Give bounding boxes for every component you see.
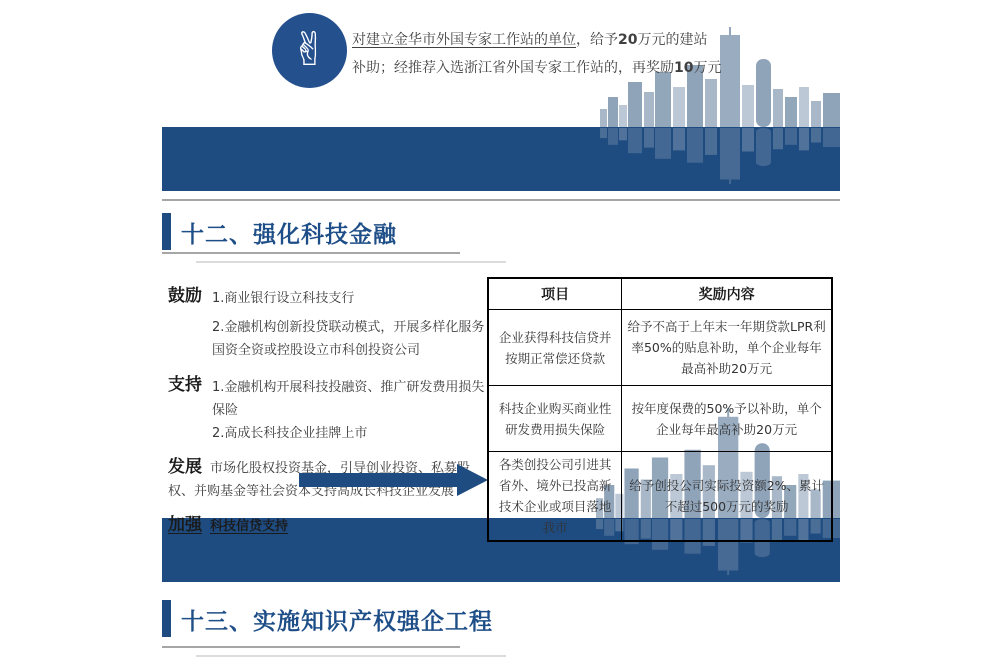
measure-line: 1.商业银行设立科技支行	[212, 291, 355, 306]
measure-row-support	[168, 373, 488, 445]
cell-project: 企业获得科技信贷并按期正常偿还贷款	[488, 310, 622, 386]
section-12-title: 十二、强化科技金融	[181, 222, 397, 248]
measures-panel	[168, 284, 488, 549]
intro-text	[352, 26, 722, 82]
cell-reward: 给予不高于上年末一年期贷款LPR利率50%的贴息补助，单个企业每年最高补助20万元	[622, 310, 832, 386]
measure-line: 1.金融机构开展科技投融资、推广研发费用损失保险	[212, 380, 485, 418]
table-row	[488, 452, 832, 542]
measure-row-strengthen	[168, 514, 488, 538]
section-13-underline-light	[196, 655, 506, 657]
measure-line: 2.高成长科技企业挂牌上市	[212, 426, 368, 441]
divider-under-band-top	[162, 199, 840, 201]
intro-underlined-clause: 对建立金华市外国专家工作站的单位	[352, 32, 576, 48]
reward-table	[487, 277, 833, 542]
section-13-underline	[162, 646, 460, 648]
reward-amount-10: 10	[674, 60, 694, 76]
victory-hand-glyph: ✌	[290, 21, 329, 76]
cell-project: 科技企业购买商业性研发费用损失保险	[488, 386, 622, 452]
cell-reward: 按年度保费的50%予以补助，单个企业每年最高补助20万元	[622, 386, 832, 452]
measure-line: 国资全资或控股设立市科创投资公司	[212, 343, 421, 358]
cell-project: 各类创投公司引进其省外、境外已投高新技术企业或项目落地我市	[488, 452, 622, 542]
city-skyline-top-reflection	[600, 128, 840, 184]
victory-hand-icon	[272, 13, 347, 88]
measure-row-encourage	[168, 284, 488, 362]
right-arrow	[299, 464, 488, 496]
table-row	[488, 386, 832, 452]
measure-label: 支持	[168, 375, 202, 395]
header-reward: 奖励内容	[622, 278, 832, 310]
intro-line-1: 对建立金华市外国专家工作站的单位，给予20万元的建站	[352, 32, 708, 48]
credit-support-text: 科技信贷支持	[210, 519, 289, 534]
table-header-row	[488, 278, 832, 310]
section-13-accent-bar	[162, 600, 171, 637]
measure-label: 鼓励	[168, 286, 202, 306]
measure-label: 加强	[168, 515, 202, 535]
subsidy-amount-20: 20	[618, 32, 638, 48]
header-project: 项目	[488, 278, 622, 310]
section-13-title: 十三、实施知识产权强企工程	[181, 609, 493, 635]
measure-text: 市场化股权投资基金，引导创业投资、私募股权、并购基金等社会资本支持高成长科技企业发展	[168, 461, 471, 499]
section-12-accent-bar	[162, 213, 171, 250]
measure-label: 发展	[168, 457, 202, 477]
table-row	[488, 310, 832, 386]
section-12-underline-light	[196, 261, 506, 263]
cell-reward: 给予创投公司实际投资额2%、累计不超过500万元的奖励	[622, 452, 832, 542]
measure-line: 2.金融机构创新投贷联动模式，开展多样化服务	[212, 320, 485, 335]
section-12-underline	[162, 252, 460, 254]
intro-line-2: 补助；经推荐入选浙江省外国专家工作站的，再奖励10万元	[352, 60, 722, 76]
